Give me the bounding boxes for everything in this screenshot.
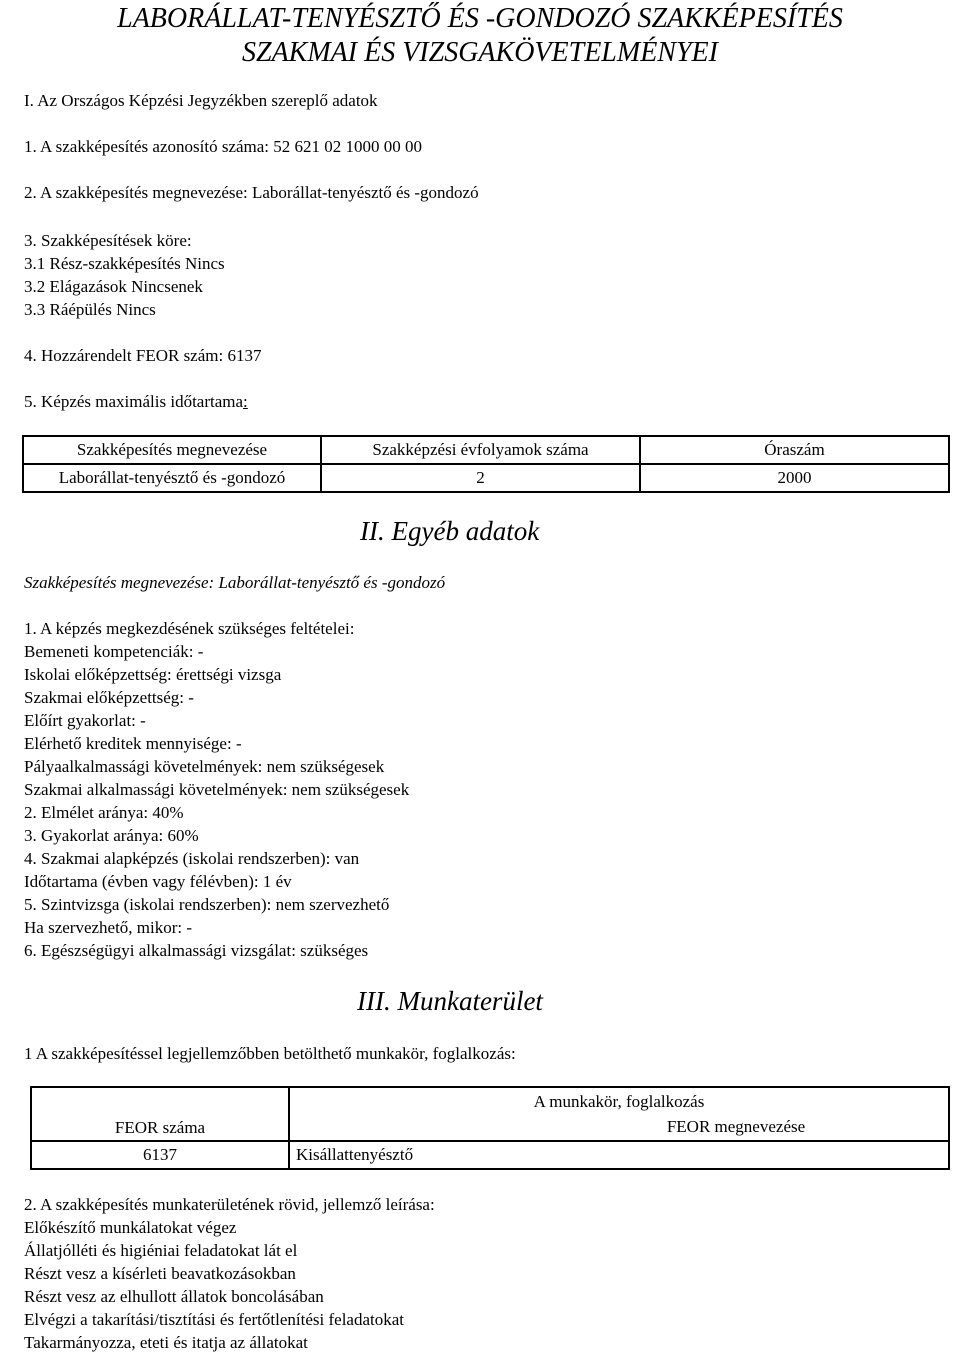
table-cell: 2000 <box>640 464 949 492</box>
table-header-row <box>23 436 949 464</box>
extension-line: 3.3 Ráépülés Nincs <box>24 300 156 319</box>
duration-line <box>24 391 248 413</box>
table-header-cell: FEOR száma <box>31 1087 289 1141</box>
qualification-scope-line: 3. Szakképesítések köre: <box>24 231 192 250</box>
partial-qualification-line: 3.1 Rész-szakképesítés Nincs <box>24 254 225 273</box>
table-cell: 6137 <box>31 1141 289 1169</box>
duration-table <box>22 435 950 493</box>
workplace-desc-line: Előkészítő munkálatokat végez <box>24 1218 237 1237</box>
table-row <box>23 464 949 492</box>
condition-line: 6. Egészségügyi alkalmassági vizsgálat: szükséges <box>24 941 369 960</box>
table-header-cell: Szakképzési évfolyamok száma <box>321 436 640 464</box>
workplace-desc-line: Takarmányozza, eteti és itatja az állatokat <box>24 1333 308 1352</box>
qualification-name-line: 2. A szakképesítés megnevezése: Laborállat-tenyésztő és -gondozó <box>24 183 479 202</box>
condition-line: Elérhető kreditek mennyisége: - <box>24 734 242 753</box>
section2-heading: II. Egyéb adatok <box>360 516 540 546</box>
document-title-line2: SZAKMAI ÉS VIZSGAKÖVETELMÉNYEI <box>242 37 718 68</box>
workplace-desc-line: Állatjólléti és higiéniai feladatokat lát el <box>24 1241 298 1260</box>
section3-heading: III. Munkaterület <box>357 986 543 1016</box>
condition-line: Szakmai előképzettség: - <box>24 688 194 707</box>
condition-line: Pályaalkalmassági követelmények: nem szükségesek <box>24 757 385 776</box>
table-cell: 2 <box>321 464 640 492</box>
feor-line: 4. Hozzárendelt FEOR szám: 6137 <box>24 346 262 365</box>
workplace-desc-heading: 2. A szakképesítés munkaterületének rövid, jellemző leírása: <box>24 1195 435 1214</box>
condition-line: Bemeneti kompetenciák: - <box>24 642 204 661</box>
condition-line: 3. Gyakorlat aránya: 60% <box>24 826 199 845</box>
condition-line: 4. Szakmai alapképzés (iskolai rendszerben): van <box>24 849 360 868</box>
feor-table <box>30 1086 950 1170</box>
workplace-desc-line: Elvégzi a takarítási/tisztítási és fertőtlenítési feladatokat <box>24 1310 404 1329</box>
section1-heading: I. Az Országos Képzési Jegyzékben szereplő adatok <box>24 91 378 110</box>
document-title-line1: LABORÁLLAT-TENYÉSZTŐ ÉS -GONDOZÓ SZAKKÉPESÍTÉS <box>117 3 843 34</box>
section2-subtitle: Szakképesítés megnevezése: Laborállat-tenyésztő és -gondozó <box>24 573 446 592</box>
condition-line: 5. Szintvizsga (iskolai rendszerben): nem szervezhető <box>24 895 390 914</box>
duration-colon: : <box>243 392 248 411</box>
table-cell: Kisállattenyésztő <box>289 1141 949 1169</box>
condition-line: 2. Elmélet aránya: 40% <box>24 803 184 822</box>
condition-line: 1. A képzés megkezdésének szükséges feltételei: <box>24 619 355 638</box>
workplace-desc-line: Részt vesz az elhullott állatok boncolásában <box>24 1287 324 1306</box>
table-header-cell: Szakképesítés megnevezése <box>23 436 321 464</box>
duration-label: 5. Képzés maximális időtartama <box>24 392 244 411</box>
branches-line: 3.2 Elágazások Nincsenek <box>24 277 203 296</box>
table-row <box>31 1141 949 1169</box>
condition-line: Előírt gyakorlat: - <box>24 711 146 730</box>
table-header-cell: FEOR megnevezése <box>289 1114 949 1141</box>
identifier-line: 1. A szakképesítés azonosító száma: 52 621 02 1000 00 00 <box>24 137 423 156</box>
condition-line: Iskolai előképzettség: érettségi vizsga <box>24 665 282 684</box>
table-header-cell: A munkakör, foglalkozás <box>289 1087 949 1114</box>
workplace-intro: 1 A szakképesítéssel legjellemzőbben betölthető munkakör, foglalkozás: <box>24 1044 516 1063</box>
condition-line: Ha szervezhető, mikor: - <box>24 918 193 937</box>
condition-line: Szakmai alkalmassági követelmények: nem szükségesek <box>24 780 410 799</box>
table-header-row <box>31 1087 949 1114</box>
table-header-cell: Óraszám <box>640 436 949 464</box>
workplace-desc-line: Részt vesz a kísérleti beavatkozásokban <box>24 1264 296 1283</box>
table-cell: Laborállat-tenyésztő és -gondozó <box>23 464 321 492</box>
condition-line: Időtartama (évben vagy félévben): 1 év <box>24 872 292 891</box>
